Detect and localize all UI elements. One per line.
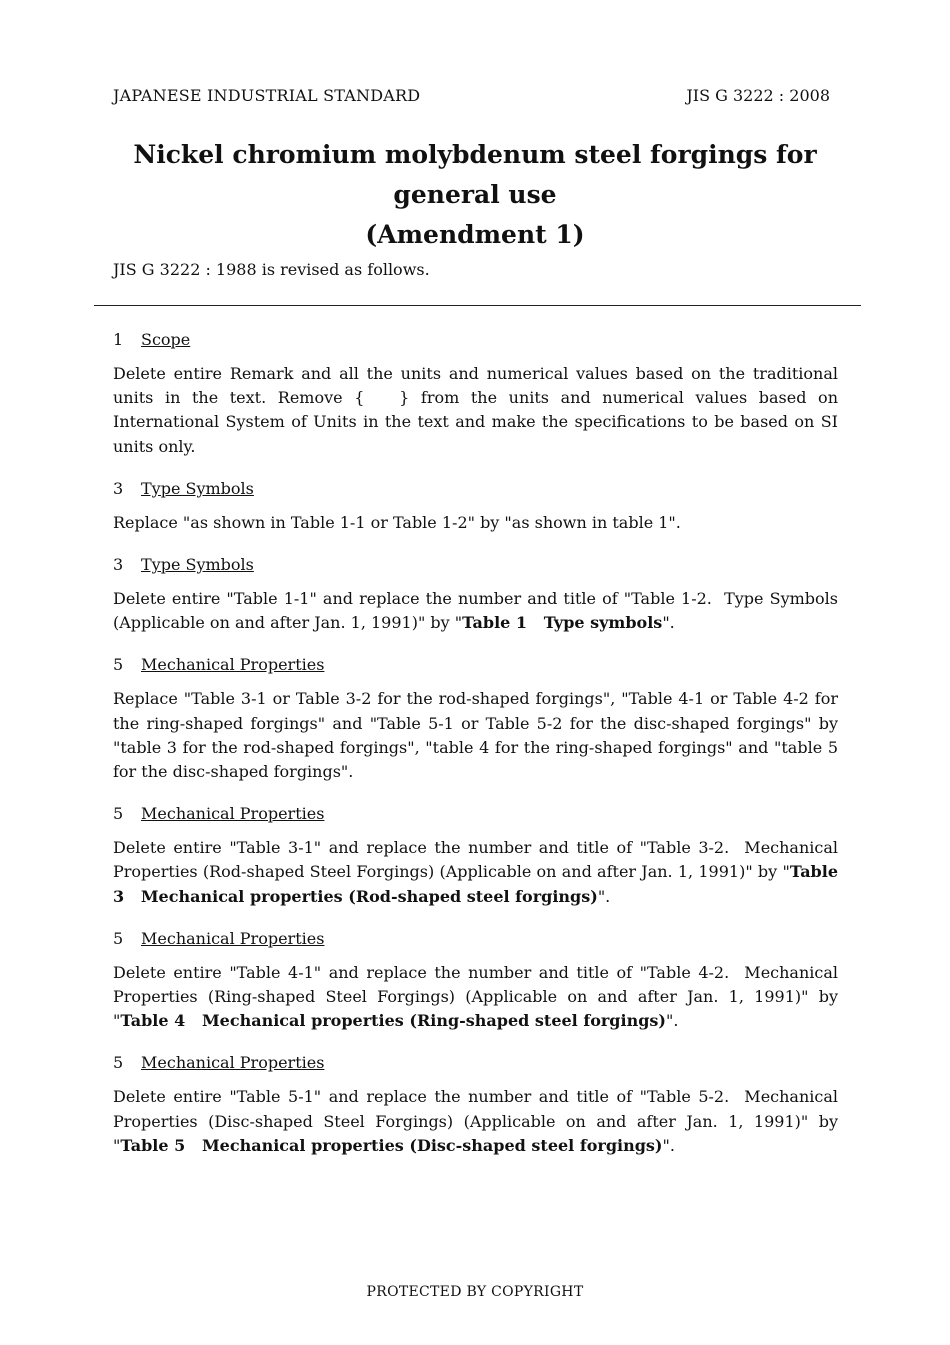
section-body xyxy=(113,687,838,784)
section-body xyxy=(113,961,838,1034)
section-body xyxy=(113,836,838,909)
body-bold-text: Table 5 Mechanical properties (Disc-shaped steel forgings) xyxy=(120,1135,663,1155)
body-text: Delete entire "Table 3-1" and replace the number and title of "Table 3-2. Mechanical Properties (Rod-shaped Steel Forgings) (Applicable on and after Jan. 1, 1991)" by " xyxy=(113,838,838,882)
section-heading xyxy=(113,553,838,577)
amendment-list xyxy=(113,328,838,1176)
section-body xyxy=(113,587,838,635)
section xyxy=(113,553,838,635)
section-title: Mechanical Properties xyxy=(141,928,325,948)
section xyxy=(113,477,838,535)
section-heading xyxy=(113,653,838,677)
section-number: 3 xyxy=(113,478,124,498)
section-body xyxy=(113,511,838,535)
section xyxy=(113,653,838,784)
title-line-1: Nickel chromium molybdenum steel forgings for general use xyxy=(133,140,817,209)
section xyxy=(113,927,838,1034)
body-bold-text: Table 1 Type symbols xyxy=(462,613,663,633)
body-text: Delete entire "Table 4-1" and replace the number and title of "Table 4-2. Mechanical Properties (Ring-shaped Steel Forgings) (Applicable on and after Jan. 1, 1991)" by " xyxy=(113,962,838,1031)
section-heading xyxy=(113,802,838,826)
section-number: 5 xyxy=(113,655,124,675)
body-text: Replace "Table 3-1 or Table 3-2 for the rod-shaped forgings", "Table 4-1 or Table 4-2 for the ring-shaped forgings" and "Table 5-1 or Table 5-2 for the disc-shaped forgings" by "table 3 for the rod-shaped forgings", "table 4 for the ring-shaped forgings" and "table 5 for the disc-shaped forgings". xyxy=(113,689,838,782)
section-heading xyxy=(113,927,838,951)
body-text-end: ". xyxy=(597,886,611,906)
section xyxy=(113,802,838,909)
section-title: Type Symbols xyxy=(141,478,254,498)
section-number: 5 xyxy=(113,1053,124,1073)
header-standard-number: JIS G 3222 : 2008 xyxy=(686,86,830,105)
section-title: Mechanical Properties xyxy=(141,804,325,824)
section-title: Scope xyxy=(141,330,191,349)
body-text: Delete entire "Table 1-1" and replace the number and title of "Table 1-2. Type Symbols (Applicable on and after Jan. 1, 1991)" by " xyxy=(113,589,838,633)
section-heading xyxy=(113,477,838,501)
section xyxy=(113,1051,838,1158)
section-heading xyxy=(113,1051,838,1075)
horizontal-divider xyxy=(94,305,861,306)
body-text: Replace "as shown in Table 1-1 or Table 1-2" by "as shown in table 1". xyxy=(113,512,681,532)
body-bold-text: Table 3 Mechanical properties (Rod-shaped steel forgings) xyxy=(113,862,838,906)
section-title: Mechanical Properties xyxy=(141,655,325,675)
body-text-end: ". xyxy=(662,613,675,633)
section-title: Type Symbols xyxy=(141,555,254,575)
title-line-2: (Amendment 1) xyxy=(365,220,585,249)
body-text: Delete entire Remark and all the units and numerical values based on the traditional units in the text. Remove { } from the units and numerical values based on International System of Units in the text and make the specifications to be based on SI units only. xyxy=(113,364,838,456)
section-heading xyxy=(113,328,838,352)
header-standard-name: JAPANESE INDUSTRIAL STANDARD xyxy=(113,86,421,105)
body-bold-text: Table 4 Mechanical properties (Ring-shaped steel forgings) xyxy=(120,1011,666,1031)
section-number: 3 xyxy=(113,555,124,575)
section-title: Mechanical Properties xyxy=(141,1053,325,1073)
section-body xyxy=(113,1085,838,1158)
section-number: 1 xyxy=(113,330,124,349)
copyright-notice: PROTECTED BY COPYRIGHT xyxy=(366,1284,584,1300)
intro-statement: JIS G 3222 : 1988 is revised as follows. xyxy=(113,260,430,279)
body-text-end: ". xyxy=(665,1011,679,1031)
section-body xyxy=(113,362,838,459)
section xyxy=(113,328,838,459)
section-number: 5 xyxy=(113,804,124,824)
body-text-end: ". xyxy=(662,1135,675,1155)
document-title xyxy=(100,135,850,255)
body-text: Delete entire "Table 5-1" and replace the number and title of "Table 5-2. Mechanical Properties (Disc-shaped Steel Forgings) (Applicable on and after Jan. 1, 1991)" by " xyxy=(113,1087,838,1155)
section-number: 5 xyxy=(113,928,124,948)
